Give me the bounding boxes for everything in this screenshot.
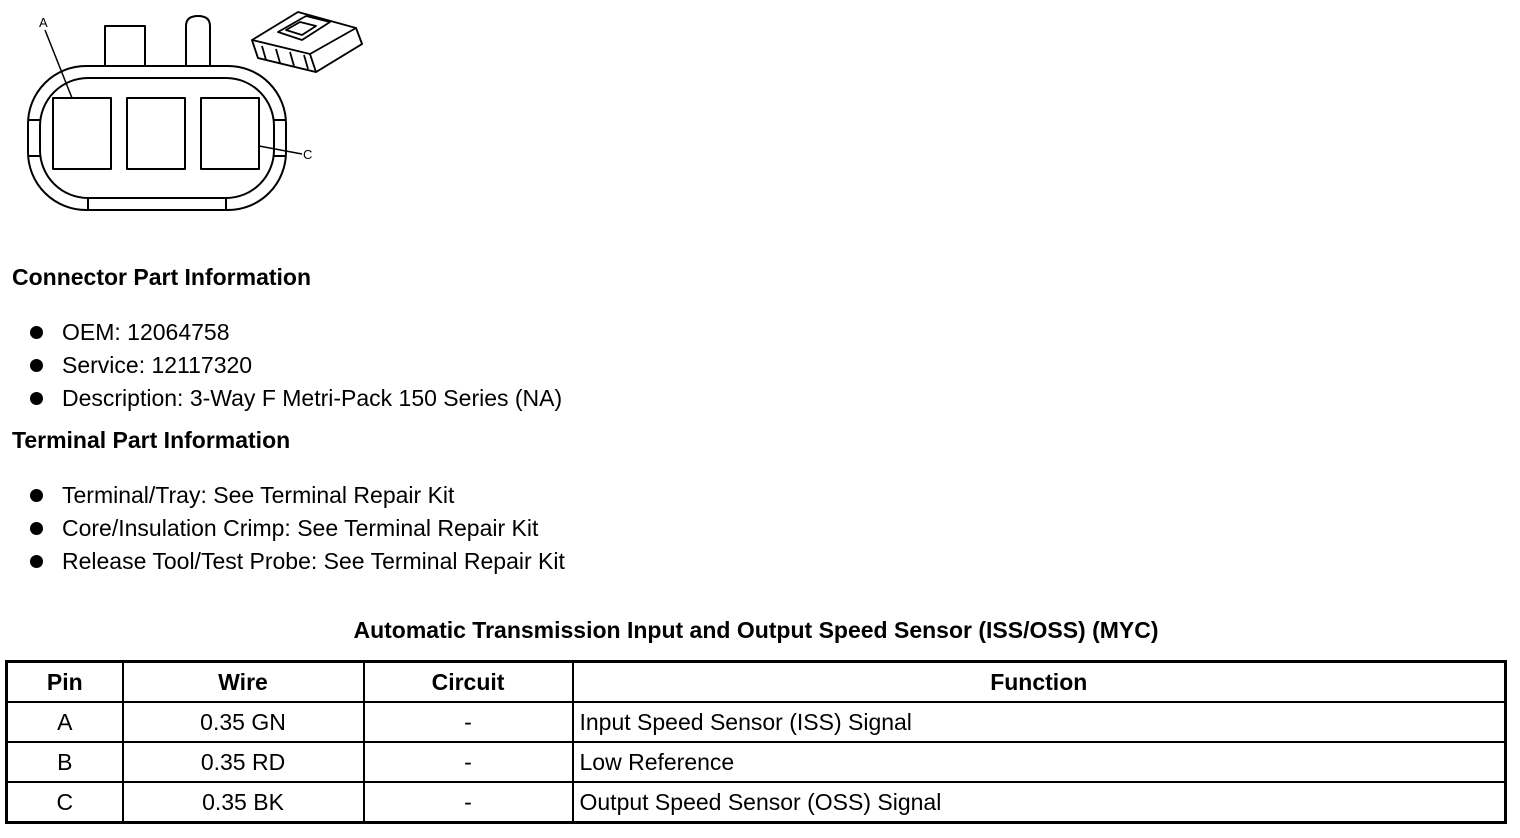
bullet-icon xyxy=(30,359,43,372)
connector-part-info-list xyxy=(30,318,562,417)
table-row xyxy=(7,782,1506,823)
circuit-cell: - xyxy=(364,702,573,742)
column-header-function: Function xyxy=(573,662,1506,703)
circuit-cell: - xyxy=(364,742,573,782)
wire-cell: 0.35 BK xyxy=(123,782,364,823)
function-cell: Input Speed Sensor (ISS) Signal xyxy=(573,702,1506,742)
terminal-part-info-list xyxy=(30,481,565,580)
pin-cell: A xyxy=(7,702,123,742)
column-header-wire: Wire xyxy=(123,662,364,703)
column-header-pin: Pin xyxy=(7,662,123,703)
pin-a-label: A xyxy=(39,15,48,30)
pin-cell: B xyxy=(7,742,123,782)
list-item-text: Release Tool/Test Probe: See Terminal Repair Kit xyxy=(62,548,565,574)
table-row xyxy=(7,702,1506,742)
bullet-icon xyxy=(30,326,43,339)
pin-cell: C xyxy=(7,782,123,823)
list-item-text: Description: 3-Way F Metri-Pack 150 Series (NA) xyxy=(62,385,563,411)
list-item-text: Terminal/Tray: See Terminal Repair Kit xyxy=(62,482,455,508)
list-item xyxy=(30,384,562,417)
function-cell: Output Speed Sensor (OSS) Signal xyxy=(573,782,1506,823)
function-cell: Low Reference xyxy=(573,742,1506,782)
bullet-icon xyxy=(30,555,43,568)
list-item xyxy=(30,481,565,514)
connector-part-info-heading: Connector Part Information xyxy=(12,264,312,290)
list-item-text: Service: 12117320 xyxy=(62,352,253,378)
bullet-icon xyxy=(30,522,43,535)
list-item xyxy=(30,547,565,580)
bullet-icon xyxy=(30,489,43,502)
list-item-text: OEM: 12064758 xyxy=(62,319,230,345)
pinout-table-title: Automatic Transmission Input and Output Speed Sensor (ISS/OSS) (MYC) xyxy=(353,617,1159,643)
terminal-part-info-heading: Terminal Part Information xyxy=(12,427,291,453)
list-item xyxy=(30,514,565,547)
column-header-circuit: Circuit xyxy=(364,662,573,703)
connector-diagram xyxy=(0,0,380,225)
bullet-icon xyxy=(30,392,43,405)
pinout-table xyxy=(5,660,1507,824)
wire-cell: 0.35 GN xyxy=(123,702,364,742)
list-item-text: Core/Insulation Crimp: See Terminal Repair Kit xyxy=(62,515,539,541)
table-row xyxy=(7,742,1506,782)
list-item xyxy=(30,351,562,384)
circuit-cell: - xyxy=(364,782,573,823)
wire-cell: 0.35 RD xyxy=(123,742,364,782)
table-header-row xyxy=(7,662,1506,703)
list-item xyxy=(30,318,562,351)
pin-c-label: C xyxy=(303,147,313,162)
